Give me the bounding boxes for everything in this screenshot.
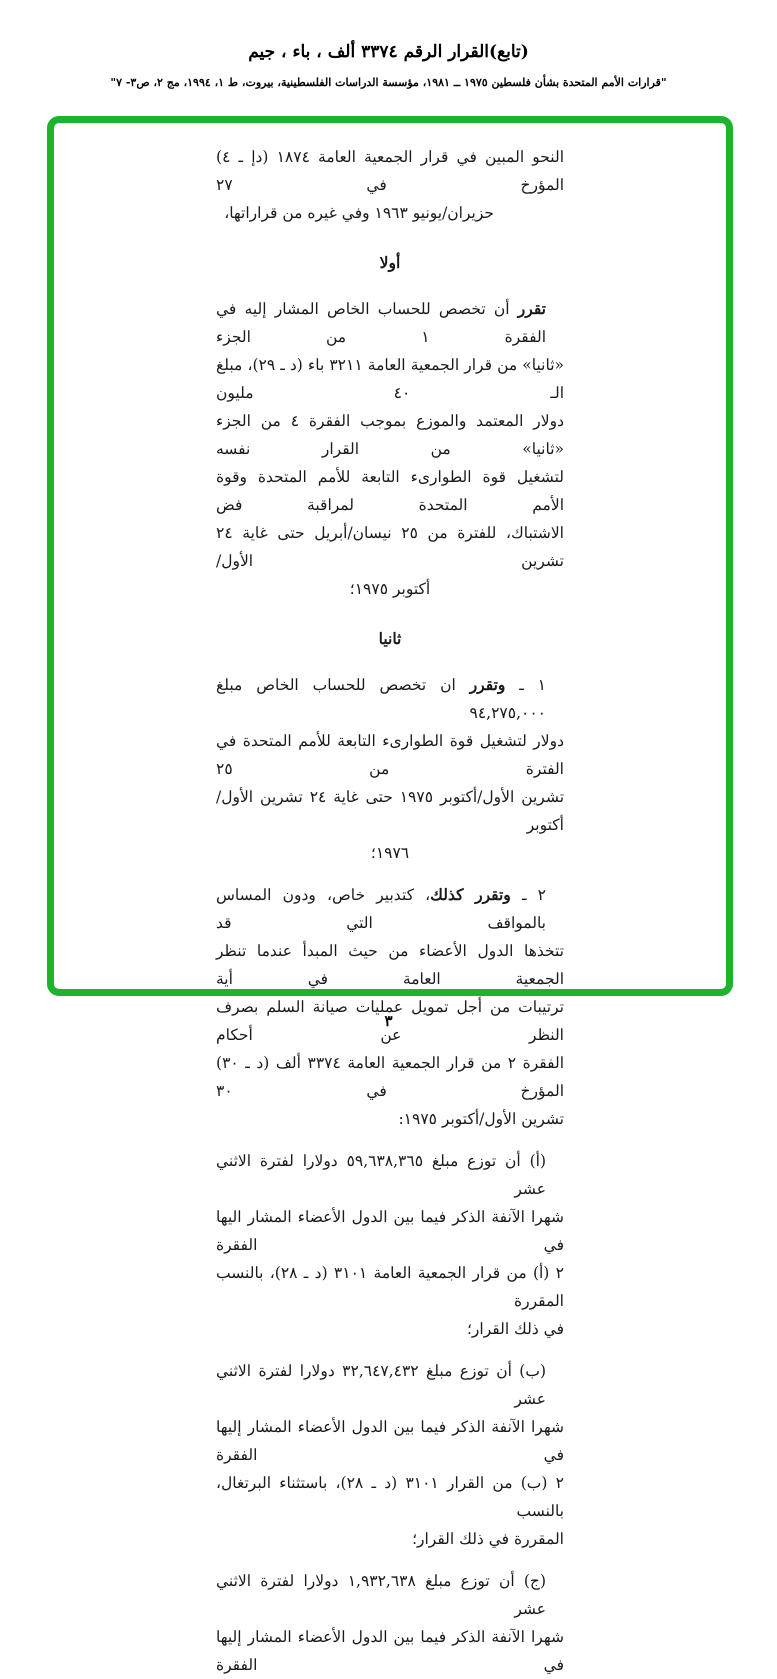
paragraph-line xyxy=(216,575,564,603)
paragraph-line xyxy=(216,1147,546,1203)
line-text: في ذلك القرار؛ xyxy=(466,1320,564,1338)
line-text: تتخذها الدول الأعضاء من حيث المبدأ عندما تنظر الجمعية العامة في أية xyxy=(216,942,564,988)
paragraph-line xyxy=(216,1623,564,1679)
line-text: المقررة في ذلك القرار؛ xyxy=(412,1530,564,1548)
line-text: الاشتباك، للفترة من ٢٥ نيسان/أبريل حتى غاية ٢٤ تشرين الأول/ xyxy=(216,524,564,570)
paragraph-line xyxy=(216,519,564,575)
line-text: أكتوبر ١٩٧٥؛ xyxy=(349,580,431,598)
bold-lead-word: وتقرر كذلك xyxy=(430,885,511,904)
paragraph-line xyxy=(216,1203,564,1259)
line-text: (ج) أن توزع مبلغ ١,٩٣٢,٦٣٨ دولارا لفترة الاثني عشر xyxy=(216,1572,546,1618)
line-text: ٢ (أ) من قرار الجمعية العامة ٣١٠١ (د ـ ٢٨)، بالنسب المقررة xyxy=(216,1264,564,1310)
paragraph-line xyxy=(216,1357,546,1413)
paragraph xyxy=(216,143,564,227)
line-text: دولار المعتمد والموزع بموجب الفقرة ٤ من الجزء «ثانيا» من القرار نفسه xyxy=(216,412,564,458)
line-text: النحو المبين في قرار الجمعية العامة ١٨٧٤ (دإ ـ ٤) المؤرخ في ٢٧ xyxy=(216,148,565,194)
paragraph-line xyxy=(216,1413,564,1469)
paragraph-line xyxy=(216,1469,564,1525)
line-text: شهرا الآنفة الذكر فيما بين الدول الأعضاء المشار اليها في الفقرة xyxy=(216,1208,564,1254)
paragraph-line xyxy=(216,463,564,519)
line-prefix: ٢ ـ xyxy=(510,886,546,904)
line-prefix: ١ ـ xyxy=(505,676,546,694)
line-text: دولار لتشغيل قوة الطوارىء التابعة للأمم المتحدة في الفترة من ٢٥ xyxy=(216,732,564,778)
paragraph-line xyxy=(216,1567,546,1623)
bold-lead-word: تقرر xyxy=(517,299,546,318)
line-text: ان تخصص للحساب الخاص مبلغ ٩٤,٢٧٥,٠٠٠ xyxy=(216,676,546,722)
line-text: شهرا الآنفة الذكر فيما بين الدول الأعضاء المشار إليها في الفقرة xyxy=(216,1628,564,1674)
line-text: (ب) أن توزع مبلغ ٣٢,٦٤٧,٤٣٢ دولارا لفترة الاثني عشر xyxy=(216,1362,546,1408)
paragraph-line xyxy=(216,199,494,227)
paragraph xyxy=(216,1357,564,1553)
document-header xyxy=(0,42,777,89)
line-text: ١٩٧٦؛ xyxy=(370,844,410,862)
paragraph xyxy=(216,1567,564,1679)
bold-lead-word: وتقرر xyxy=(469,675,506,694)
page-number: ٣ xyxy=(384,1012,393,1030)
paragraph-line xyxy=(216,783,564,839)
line-text: تشرين الأول/أكتوبر ١٩٧٥ حتى غاية ٢٤ تشرين الأول/أكتوبر xyxy=(216,788,565,834)
paragraph-line xyxy=(216,839,564,867)
line-text: لتشغيل قوة الطوارىء التابعة للأمم المتحدة وقوة الأمم المتحدة لمراقبة فض xyxy=(216,468,564,514)
paragraph-line xyxy=(216,881,546,937)
line-text: (أ) أن توزع مبلغ ٥٩,٦٣٨,٣٦٥ دولارا لفترة الاثني عشر xyxy=(216,1152,546,1198)
paragraph xyxy=(216,295,564,603)
document-title: (تابع)القرار الرقم ٣٣٧٤ ألف ، باء ، جيم xyxy=(248,42,529,62)
paragraph-line xyxy=(216,671,546,727)
paragraph-line xyxy=(216,937,564,993)
paragraph-line xyxy=(216,351,564,407)
line-text: ، كتدبير خاص، ودون المساس بالمواقف التي قد xyxy=(216,886,546,932)
paragraph-line xyxy=(216,1105,564,1133)
paragraph-line xyxy=(216,295,546,351)
paragraph-line xyxy=(216,143,564,199)
paragraph xyxy=(216,671,564,867)
section-heading: أولا xyxy=(379,253,401,272)
paragraph xyxy=(216,1147,564,1343)
line-text: حزيران/يونيو ١٩٦٣ وفي غيره من قراراتها، xyxy=(224,204,494,222)
paragraph-line xyxy=(216,407,564,463)
line-text: شهرا الآنفة الذكر فيما بين الدول الأعضاء المشار إليها في الفقرة xyxy=(216,1418,564,1464)
line-text: ٢ (ب) من القرار ٣١٠١ (د ـ ٢٨)، باستثناء البرتغال، بالنسب xyxy=(216,1474,564,1520)
paragraph-line xyxy=(216,727,564,783)
line-text: الفقرة ٢ من قرار الجمعية العامة ٣٣٧٤ ألف (د ـ ٣٠) المؤرخ في ٣٠ xyxy=(216,1054,564,1100)
green-highlight-box xyxy=(47,116,733,1674)
line-text: تشرين الأول/أكتوبر ١٩٧٥: xyxy=(398,1110,564,1128)
paragraph-line xyxy=(216,1525,564,1553)
paragraph-line xyxy=(216,1049,564,1105)
body-text-column xyxy=(216,143,564,1679)
line-text: ترتيبات من أجل تمويل عمليات صيانة السلم بصرف النظر عن أحكام xyxy=(216,998,564,1044)
document-source-citation: "قرارات الأمم المتحدة بشأن فلسطين ١٩٧٥ ــ ١٩٨١، مؤسسة الدراسات الفلسطينية، بيروت، ط ١، ١٩٩٤، مج ٢، ص٣- ٧" xyxy=(110,76,667,89)
paragraph xyxy=(216,881,564,1133)
line-text: «ثانيا» من قرار الجمعية العامة ٣٢١١ باء (د ـ ٢٩)، مبلغ الـ ٤٠ مليون xyxy=(216,356,565,402)
paragraph-line xyxy=(216,1259,564,1315)
paragraph-line xyxy=(216,1315,564,1343)
section-heading: ثانيا xyxy=(378,629,402,648)
line-text: أن تخصص للحساب الخاص المشار إليه في الفقرة ١ من الجزء xyxy=(216,300,546,346)
